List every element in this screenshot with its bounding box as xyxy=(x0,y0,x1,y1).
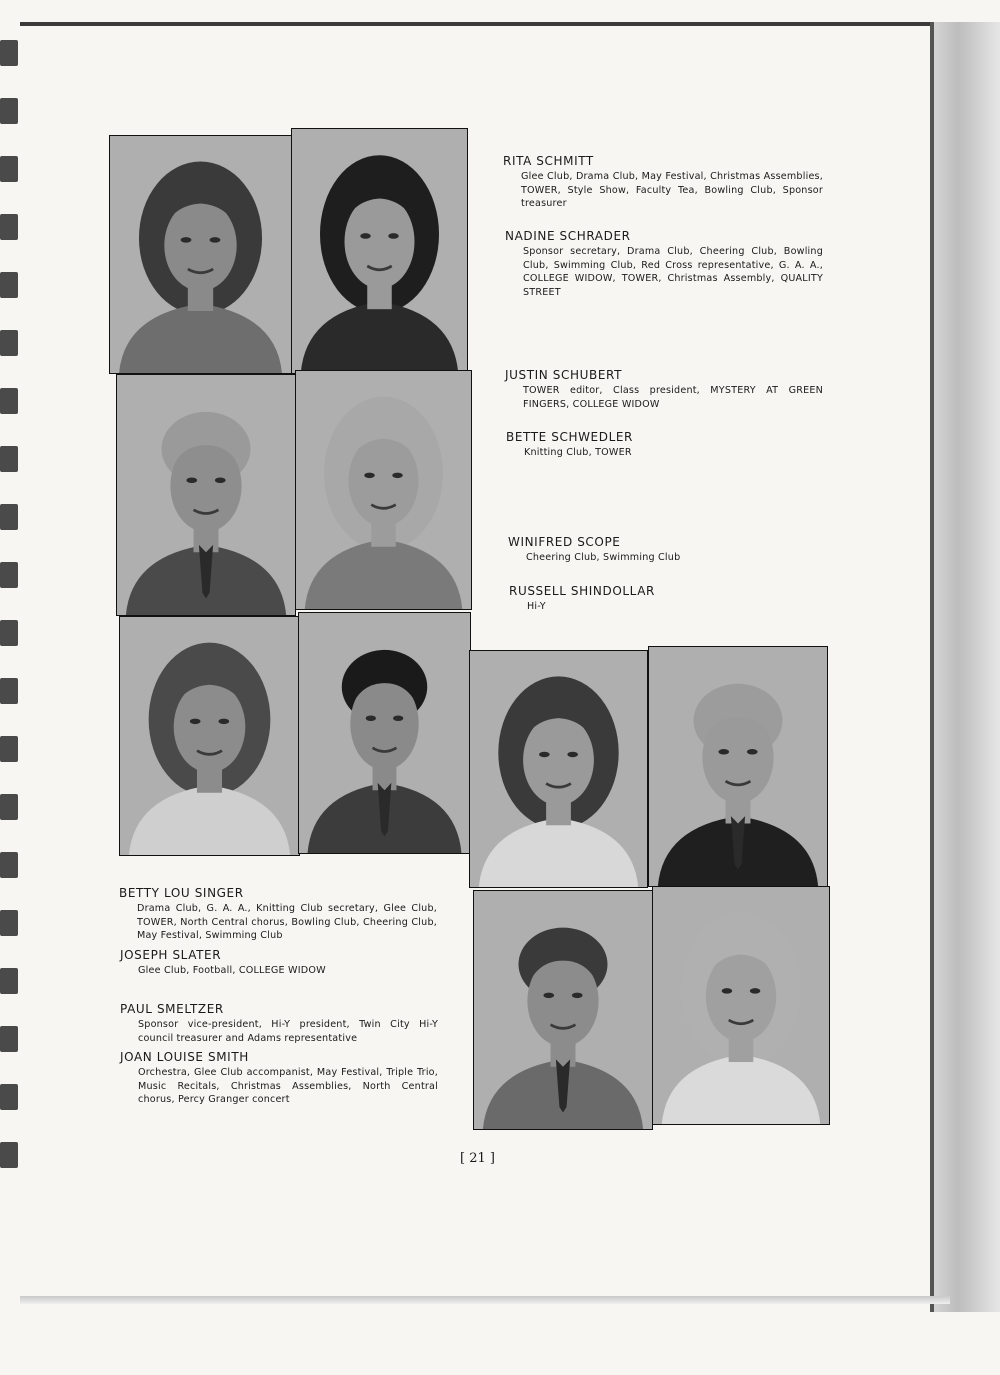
student-activities: Cheering Club, Swimming Club xyxy=(526,552,681,563)
portrait-russell-shindollar xyxy=(298,612,471,854)
portrait-illustration xyxy=(474,891,652,1129)
binding-ring xyxy=(0,910,18,936)
portrait-betty-lou-singer xyxy=(469,650,648,888)
portrait-illustration xyxy=(120,617,299,855)
student-activities: TOWER editor, Class president, MYSTERY AT GREEN FINGERS, COLLEGE WIDOW xyxy=(523,385,823,410)
portrait-illustration xyxy=(296,371,471,609)
student-activities: Sponsor vice-president, Hi-Y president, Twin City Hi-Y council treasurer and Adams representative xyxy=(138,1019,438,1044)
binding-ring xyxy=(0,388,18,414)
portrait-joan-louise-smith xyxy=(652,886,830,1125)
student-entry xyxy=(120,1002,438,1045)
portrait-illustration xyxy=(470,651,647,887)
binding-ring xyxy=(0,330,18,356)
student-entry xyxy=(120,1050,438,1107)
student-name: RITA SCHMITT xyxy=(503,154,594,168)
binding-ring xyxy=(0,736,18,762)
portrait-winifred-scope xyxy=(119,616,300,856)
portrait-joseph-slater xyxy=(648,646,828,887)
binding-ring xyxy=(0,562,18,588)
student-name: JUSTIN SCHUBERT xyxy=(505,368,623,382)
student-entry xyxy=(503,154,823,211)
student-entry xyxy=(505,229,823,299)
portrait-rita-schmitt xyxy=(109,135,292,374)
portrait-justin-schubert xyxy=(116,374,296,616)
student-name: BETTE SCHWEDLER xyxy=(506,430,633,444)
student-name: JOSEPH SLATER xyxy=(120,948,222,962)
page-top-edge xyxy=(20,22,940,26)
student-entry xyxy=(120,948,438,978)
portrait-illustration xyxy=(649,647,827,886)
student-name: WINIFRED SCOPE xyxy=(508,535,621,549)
student-entry xyxy=(506,430,824,460)
binding-ring xyxy=(0,968,18,994)
student-name: PAUL SMELTZER xyxy=(120,1002,224,1016)
binding-ring xyxy=(0,1026,18,1052)
student-activities: Orchestra, Glee Club accompanist, May Festival, Triple Trio, Music Recitals, Christmas Assemblies, North Central chorus, Percy Granger concert xyxy=(138,1067,438,1106)
student-activities: Sponsor secretary, Drama Club, Cheering Club, Bowling Club, Swimming Club, Red Cross representative, G. A. A., COLLEGE WIDOW, TOWER, Christmas Assembly, QUALITY STREET xyxy=(523,246,823,298)
binding-ring xyxy=(0,504,18,530)
student-entry xyxy=(509,584,827,614)
page-number: [ 21 ] xyxy=(460,1151,495,1166)
student-entry xyxy=(508,535,826,565)
student-name: JOAN LOUISE SMITH xyxy=(120,1050,249,1064)
student-activities: Drama Club, G. A. A., Knitting Club secretary, Glee Club, TOWER, North Central chorus, Bowling Club, Cheering Club, May Festival, Swimming Club xyxy=(137,903,437,942)
portrait-illustration xyxy=(299,613,470,853)
binding-ring xyxy=(0,1084,18,1110)
student-activities: Hi-Y xyxy=(527,601,546,612)
binding-ring xyxy=(0,1142,18,1168)
portrait-nadine-schrader xyxy=(291,128,468,374)
portrait-illustration xyxy=(292,129,467,373)
binding-ring xyxy=(0,794,18,820)
spiral-binding xyxy=(0,40,22,1200)
portrait-illustration xyxy=(117,375,295,615)
student-entry xyxy=(119,886,437,943)
binding-ring xyxy=(0,272,18,298)
student-name: NADINE SCHRADER xyxy=(505,229,631,243)
portrait-paul-smeltzer xyxy=(473,890,653,1130)
binding-ring xyxy=(0,852,18,878)
student-activities: Glee Club, Drama Club, May Festival, Christmas Assemblies, TOWER, Style Show, Faculty Tea, Bowling Club, Sponsor treasurer xyxy=(521,171,823,210)
binding-ring xyxy=(0,620,18,646)
student-entry xyxy=(505,368,823,411)
student-name: RUSSELL SHINDOLLAR xyxy=(509,584,655,598)
binding-ring xyxy=(0,446,18,472)
binding-ring xyxy=(0,156,18,182)
portrait-illustration xyxy=(110,136,291,373)
portrait-illustration xyxy=(653,887,829,1124)
student-name: BETTY LOU SINGER xyxy=(119,886,244,900)
page-bottom-edge xyxy=(20,1296,950,1304)
page-right-edge xyxy=(930,22,1000,1312)
binding-ring xyxy=(0,214,18,240)
binding-ring xyxy=(0,40,18,66)
binding-ring xyxy=(0,678,18,704)
portrait-bette-schwedler xyxy=(295,370,472,610)
binding-ring xyxy=(0,98,18,124)
student-activities: Glee Club, Football, COLLEGE WIDOW xyxy=(138,965,326,976)
student-activities: Knitting Club, TOWER xyxy=(524,447,632,458)
